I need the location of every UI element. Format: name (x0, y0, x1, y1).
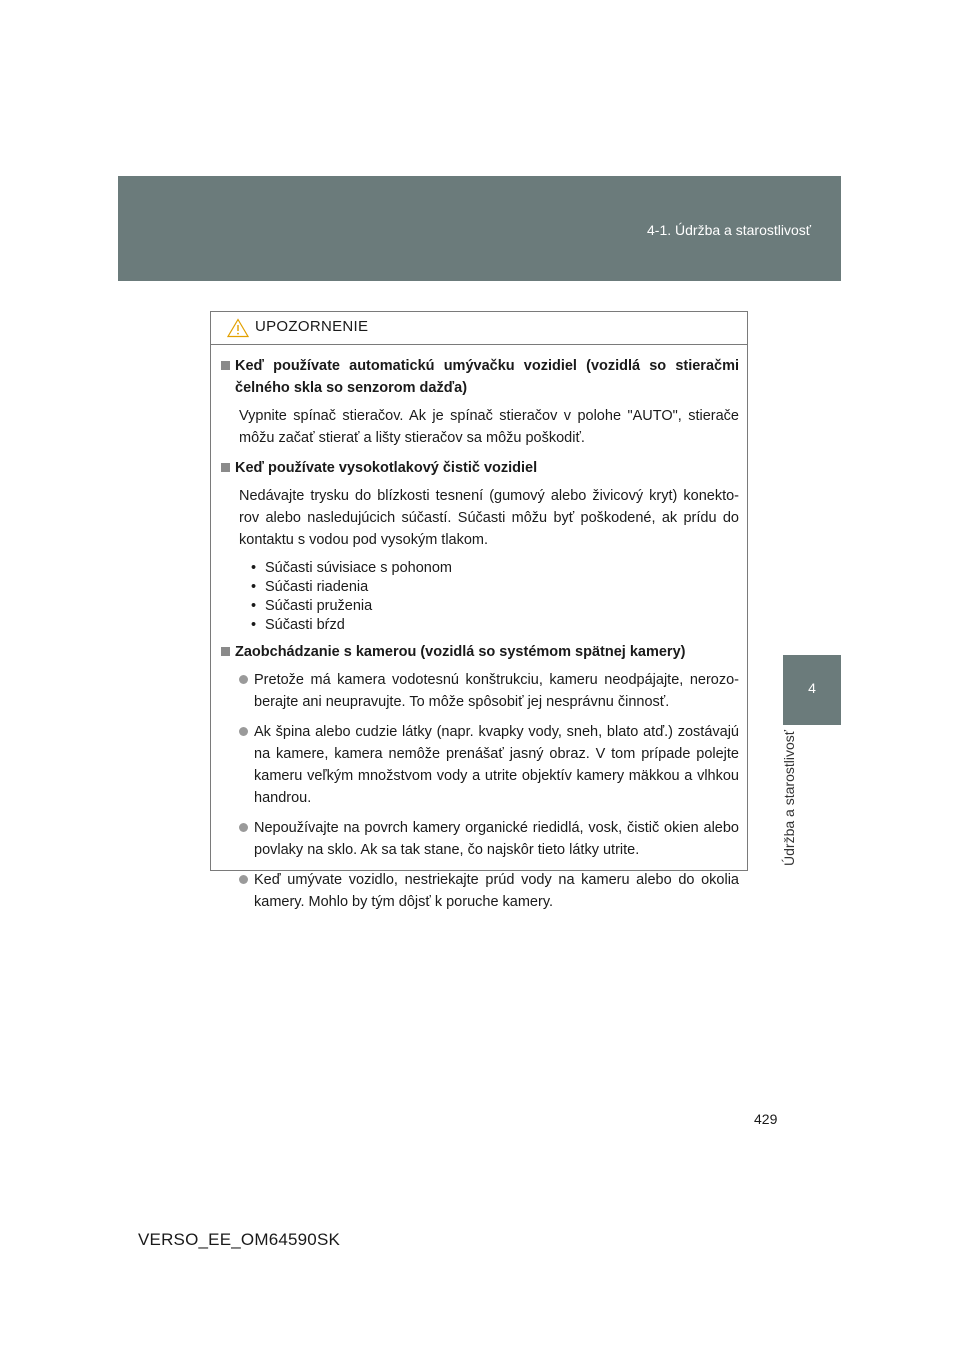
list-item: Ak špina alebo cudzie látky (napr. kvapky vody, sneh, blato atď.) zostávajú na kamere, kamera nemôže prenášať jasný obraz. V tom prípade polejte kameru veľkým množstvom vody a utrite objektív kamery mäkkou a vlhkou handrou. (239, 721, 739, 809)
list-item: • Súčasti bŕzd (251, 616, 739, 635)
warning-triangle-icon (227, 318, 249, 338)
section-text: Vypnite spínač stieračov. Ak je spínač stieračov v polohe "AUTO", stierače môžu začať stierať a lišty stieračov sa môžu poškodiť. (239, 408, 739, 446)
circle-bullet-icon (239, 675, 248, 684)
circle-bullet-icon (239, 727, 248, 736)
parts-list (251, 559, 739, 635)
chapter-side-label-wrap (781, 730, 809, 880)
chapter-header-band (118, 176, 841, 281)
circle-bullet-icon (239, 875, 248, 884)
warning-box (210, 311, 748, 910)
warning-body (211, 345, 747, 913)
list-item: • Súčasti riadenia (251, 578, 739, 597)
list-item: Keď umývate vozidlo, nestriekajte prúd vody na kameru alebo do okolia kamery. Mohlo by tým dôjsť k poruche kamery. (239, 869, 739, 913)
warning-title: UPOZORNENIE (255, 318, 369, 335)
page-number: 429 (754, 1111, 778, 1127)
chapter-number: 4 (808, 680, 816, 696)
section-heading: Keď používate automatickú umývačku vozidiel (vozidlá so stieračmi čelného skla so senzorom dažďa) (221, 355, 739, 399)
section-title: 4-1. Údržba a starostlivosť (647, 222, 811, 238)
list-item: • Súčasti súvisiace s pohonom (251, 559, 739, 578)
list-item: • Súčasti pruženia (251, 597, 739, 616)
document-code: VERSO_EE_OM64590SK (138, 1230, 341, 1249)
square-bullet-icon (221, 463, 230, 472)
section-heading: Zaobchádzanie s kamerou (vozidlá so systémom spätnej kamery) (221, 641, 739, 663)
section-heading: Keď používate vysokotlakový čistič vozidiel (221, 457, 739, 479)
chapter-tab (783, 655, 841, 725)
chapter-side-label: Údržba a starostlivosť (781, 730, 797, 866)
circle-bullet-icon (239, 823, 248, 832)
square-bullet-icon (221, 361, 230, 370)
list-item: Pretože má kamera vodotesnú konštrukciu, kameru neodpájajte, nerozo-berajte ani neupravujte. To môže spôsobiť jej nesprávnu činnosť. (239, 669, 739, 713)
list-item: Nepoužívajte na povrch kamery organické riedidlá, vosk, čistič okien alebo povlaky na sklo. Ak sa tak stane, čo najskôr tieto látky utrite. (239, 817, 739, 861)
square-bullet-icon (221, 647, 230, 656)
warning-header (211, 312, 747, 345)
section-text: Nedávajte trysku do blízkosti tesnení (gumový alebo živicový kryt) konekto-rov alebo nasledujúcich súčastí. Súčasti môžu byť poškodené, ak prídu do kontaktu s vodou pod vysokým tlakom. (239, 488, 739, 548)
